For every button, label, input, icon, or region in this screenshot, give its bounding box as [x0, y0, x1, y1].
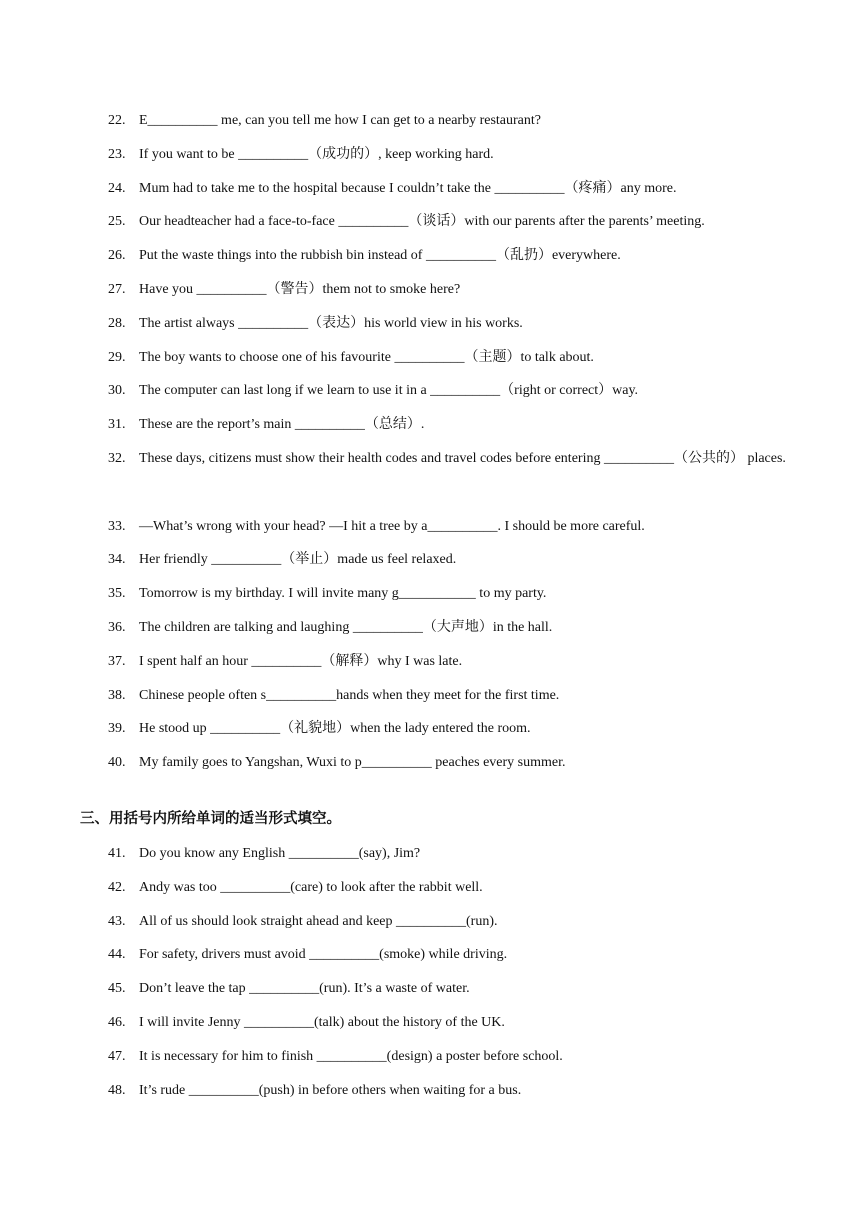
question-item: [0, 1079, 860, 1113]
question-number: 38.: [108, 687, 126, 703]
question-number: 40.: [108, 755, 126, 771]
question-item: [0, 977, 860, 1011]
question-list-vocabulary: [0, 109, 860, 785]
question-number: 42.: [108, 879, 126, 895]
question-text: I spent half an hour __________（解释）why I was late.: [139, 653, 463, 669]
question-item: [0, 616, 860, 650]
question-number: 31.: [108, 417, 126, 433]
question-number: 43.: [108, 913, 126, 929]
question-item: [0, 751, 860, 785]
question-item: [0, 717, 860, 751]
question-text: —What’s wrong with your head? —I hit a tree by a__________. I should be more careful.: [139, 518, 645, 534]
question-text: These days, citizens must show their health codes and travel codes before entering __________（公共的） places.: [139, 450, 786, 466]
question-number: 34.: [108, 552, 126, 568]
question-text: The children are talking and laughing __________（大声地）in the hall.: [139, 619, 553, 635]
question-text: Chinese people often s__________hands when they meet for the first time.: [139, 687, 560, 703]
question-text: Our headteacher had a face-to-face __________（谈话）with our parents after the parents’ meeting.: [139, 214, 705, 230]
question-text: E__________ me, can you tell me how I can get to a nearby restaurant?: [139, 113, 541, 128]
question-text: Her friendly __________（举止）made us feel relaxed.: [139, 552, 457, 568]
question-item: [0, 143, 860, 177]
question-text: Mum had to take me to the hospital because I couldn’t take the __________（疼痛）any more.: [139, 180, 677, 196]
question-text: If you want to be __________（成功的）, keep working hard.: [139, 146, 494, 162]
question-text: Andy was too __________(care) to look after the rabbit well.: [139, 879, 483, 895]
question-number: 24.: [108, 180, 126, 196]
question-text: The artist always __________（表达）his world view in his works.: [139, 315, 523, 331]
question-item: [0, 278, 860, 312]
question-number: 44.: [108, 947, 126, 963]
question-text: Put the waste things into the rubbish bin instead of __________（乱扔）everywhere.: [139, 248, 621, 264]
question-number: 45.: [108, 981, 126, 997]
question-number: 23.: [108, 146, 126, 162]
question-text: Have you __________（警告）them not to smoke here?: [139, 281, 461, 297]
question-number: 28.: [108, 315, 126, 331]
question-item: [0, 684, 860, 718]
question-number: 26.: [108, 248, 126, 264]
question-text: Do you know any English __________(say), Jim?: [139, 846, 421, 861]
question-number: 25.: [108, 214, 126, 230]
question-number: 39.: [108, 721, 126, 737]
question-item: [0, 109, 860, 143]
question-item: [0, 210, 860, 244]
question-item: [0, 447, 860, 515]
question-item: [0, 650, 860, 684]
question-item: [0, 1045, 860, 1079]
question-number: 33.: [108, 518, 126, 534]
question-item: [0, 515, 860, 549]
question-number: 29.: [108, 349, 126, 365]
question-number: 27.: [108, 281, 126, 297]
question-text: My family goes to Yangshan, Wuxi to p__________ peaches every summer.: [139, 755, 566, 771]
question-item: [0, 548, 860, 582]
question-item: [0, 943, 860, 977]
question-text: It’s rude __________(push) in before others when waiting for a bus.: [139, 1082, 522, 1098]
question-number: 22.: [108, 113, 126, 128]
question-item: [0, 910, 860, 944]
question-text: The boy wants to choose one of his favourite __________（主题）to talk about.: [139, 349, 594, 365]
question-number: 37.: [108, 653, 126, 669]
question-number: 46.: [108, 1014, 126, 1030]
question-list-word-forms: [0, 842, 860, 1112]
question-text: Don’t leave the tap __________(run). It’s a waste of water.: [139, 981, 470, 997]
question-number: 30.: [108, 383, 126, 399]
question-item: [0, 177, 860, 211]
question-item: [0, 876, 860, 910]
question-item: [0, 1011, 860, 1045]
question-text: Tomorrow is my birthday. I will invite many g___________ to my party.: [139, 586, 547, 602]
question-item: [0, 842, 860, 876]
question-item: [0, 312, 860, 346]
question-number: 32.: [108, 450, 126, 466]
question-item: [0, 244, 860, 278]
question-text: These are the report’s main __________（总结）.: [139, 417, 425, 433]
question-item: [0, 379, 860, 413]
question-item: [0, 582, 860, 616]
question-number: 48.: [108, 1082, 126, 1098]
question-number: 47.: [108, 1048, 126, 1064]
section-title: 三、用括号内所给单词的适当形式填空。: [80, 811, 341, 827]
question-text: All of us should look straight ahead and keep __________(run).: [139, 913, 498, 929]
question-text: For safety, drivers must avoid __________(smoke) while driving.: [139, 947, 508, 963]
question-number: 36.: [108, 619, 126, 635]
question-item: [0, 346, 860, 380]
question-text: I will invite Jenny __________(talk) about the history of the UK.: [139, 1014, 505, 1030]
question-number: 35.: [108, 586, 126, 602]
question-number: 41.: [108, 846, 126, 861]
question-text: The computer can last long if we learn to use it in a __________（right or correct）way.: [139, 383, 639, 399]
question-text: It is necessary for him to finish __________(design) a poster before school.: [139, 1048, 563, 1064]
question-text: He stood up __________（礼貌地）when the lady entered the room.: [139, 721, 531, 737]
